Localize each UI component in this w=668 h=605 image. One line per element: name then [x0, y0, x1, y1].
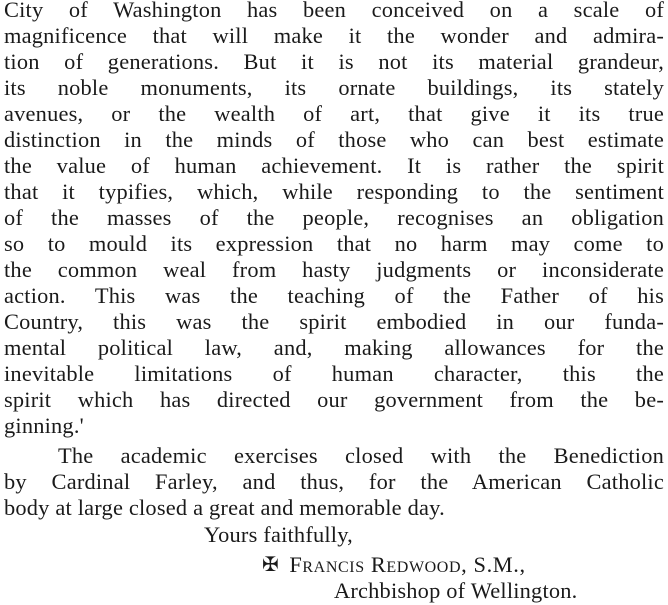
body-line: that it typifies, which, while responding to the sentiment [4, 179, 664, 204]
valediction: Yours faithfully, [204, 522, 353, 547]
body-line: of the masses of the people, recognises an obligation [4, 205, 664, 230]
closing-line: body at large closed a great and memorable day. [4, 495, 445, 520]
body-line: distinction in the minds of those who can best estimate [4, 127, 664, 152]
body-line: avenues, or the wealth of art, that give it its true [4, 101, 664, 126]
body-line: action. This was the teaching of the Father of his [4, 283, 664, 308]
closing-line: by Cardinal Farley, and thus, for the American Catholic [4, 469, 664, 494]
body-line: inevitable limitations of human character, this the [4, 361, 664, 386]
closing-line: The academic exercises closed with the Benediction [58, 443, 664, 468]
body-line: tion of generations. But it is not its material grandeur, [4, 49, 664, 74]
body-line: so to mould its expression that no harm may come to [4, 231, 664, 256]
body-line: mental political law, and, making allowances for the [4, 335, 664, 360]
body-line: the value of human achievement. It is rather the spirit [4, 153, 664, 178]
body-line: spirit which has directed our government from the be- [4, 387, 664, 412]
body-line: magnificence that will make it the wonder and admira- [4, 23, 664, 48]
body-line: its noble monuments, its ornate buildings, its stately [4, 75, 664, 100]
cross-icon: ✠ [262, 554, 280, 576]
body-line: ginning.' [4, 413, 84, 438]
signatory-title: Archbishop of Wellington. [334, 578, 578, 603]
body-line: Country, this was the spirit embodied in our funda- [4, 309, 664, 334]
signatory-name: Francis Redwood, S.M., [289, 552, 526, 577]
body-line: the common weal from hasty judgments or inconsiderate [4, 257, 664, 282]
signature-name-line [262, 552, 526, 579]
body-line: City of Washington has been conceived on a scale of [4, 0, 664, 22]
